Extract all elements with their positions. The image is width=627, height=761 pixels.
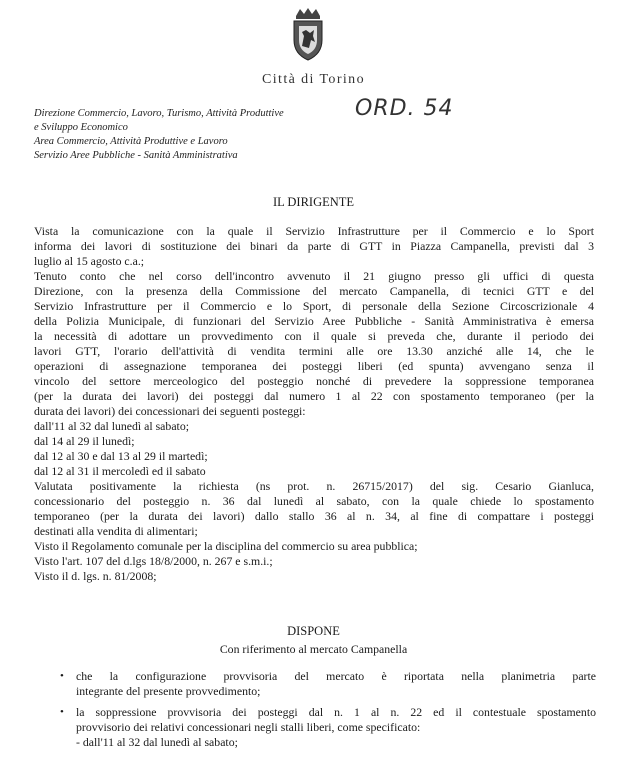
text-line: Visto l'art. 107 del d.lgs 18/8/2000, n. 267 e s.m.i.; [34, 554, 273, 568]
text-line: concessionario del posteggio n. 36 dal lunedì al sabato, con la quale chiede lo spostamento [34, 494, 594, 508]
posteggi-schedule-list [34, 419, 594, 479]
text-line: Servizio Infrastrutture per il Commercio e lo Sport, di personale della Sezione Circoscrizionale 4 [34, 299, 594, 313]
schedule-line: dal 14 al 29 il lunedì; [34, 434, 135, 448]
text-line: durata dei lavori) dei concessionari dei seguenti posteggi: [34, 404, 306, 418]
department-line-2: e Sviluppo Economico [34, 122, 128, 133]
text-line: Valutata positivamente la richiesta (ns prot. n. 26715/2017) del sig. Cesario Gianluca, [34, 479, 594, 493]
city-coat-of-arms-logo [288, 6, 328, 62]
dispone-item-configurazione [76, 669, 596, 699]
text-line: lavori GTT, l'orario dell'attività di vendita termini alle ore 13.30 anziché alle 14, che le [34, 344, 594, 358]
document-title: IL DIRIGENTE [272, 195, 355, 209]
schedule-line: dall'11 al 32 dal lunedì al sabato; [34, 419, 190, 433]
text-line: temporaneo (per la durata dei lavori) dallo stallo 36 al n. 34, al fine di compattare i posteggi [34, 509, 594, 523]
paragraph-visto [34, 539, 594, 584]
paragraph-vista-comunicazione [34, 224, 594, 269]
text-line: Direzione, con la presenza della Commissione del mercato Campanella, di tecnici GTT e del [34, 284, 594, 298]
paragraph-tenuto-conto [34, 269, 594, 419]
department-line-1: Direzione Commercio, Lavoro, Turismo, Attività Produttive [34, 108, 284, 119]
text-line: che la configurazione provvisoria del mercato è riportata nella planimetria parte [76, 669, 596, 683]
text-line: la necessità di adottare un provvedimento con il quale si preveda che, durante il periodo dei [34, 329, 594, 343]
text-line: la soppressione provvisoria dei posteggi dal n. 1 al n. 22 ed il contestuale spostamento [76, 705, 596, 719]
paragraph-valutata [34, 479, 594, 539]
dispone-subtitle: Con riferimento al mercato Campanella [219, 642, 408, 656]
text-line: vincolo del settore merceologico del posteggio nonché di prevedere la soppressione temporanea [34, 374, 594, 388]
department-line-3: Area Commercio, Attività Produttive e Lavoro [34, 136, 228, 147]
text-line: destinati alla vendita di alimentari; [34, 524, 198, 538]
text-line: operazioni di assegnazione temporanea dei posteggi liberi (ed spunta) avvengano senza il [34, 359, 594, 373]
handwritten-ordinance-number: ORD. 54 [355, 96, 454, 121]
text-line: della Polizia Municipale, di funzionari del Servizio Aree Pubbliche - Sanità Amministrativa è emersa [34, 314, 594, 328]
text-line: Visto il d. lgs. n. 81/2008; [34, 569, 157, 583]
text-line: informa dei lavori di sostituzione dei binari da parte di GTT in Piazza Campanella, previsti dal 3 [34, 239, 594, 253]
schedule-line: dal 12 al 31 il mercoledì ed il sabato [34, 464, 206, 478]
department-line-4: Servizio Aree Pubbliche - Sanità Amministrativa [34, 150, 238, 161]
text-line: luglio al 15 agosto c.a.; [34, 254, 145, 268]
dispone-heading: DISPONE [287, 624, 340, 638]
text-line: Tenuto conto che nel corso dell'incontro avvenuto il 21 giugno presso gli uffici di questa [34, 269, 594, 283]
text-line: provvisorio dei relativi concessionari negli stalli liberi, come specificato: [76, 720, 421, 734]
bullet-point: • [60, 670, 64, 682]
schedule-line: dal 12 al 30 e dal 13 al 29 il martedì; [34, 449, 208, 463]
dispone-item-soppressione [76, 705, 596, 750]
text-line: Vista la comunicazione con la quale il Servizio Infrastrutture per il Commercio e lo Sport [34, 224, 594, 238]
city-name: Città di Torino [262, 72, 365, 87]
text-line: (per la durata dei lavori) dei posteggi dal numero 1 al 22 con spostamento temporaneo (per la [34, 389, 594, 403]
text-line: - dall'11 al 32 dal lunedì al sabato; [76, 735, 238, 749]
text-line: integrante del presente provvedimento; [76, 684, 261, 698]
text-line: Visto il Regolamento comunale per la disciplina del commercio su area pubblica; [34, 539, 418, 553]
bullet-point: • [60, 706, 64, 718]
